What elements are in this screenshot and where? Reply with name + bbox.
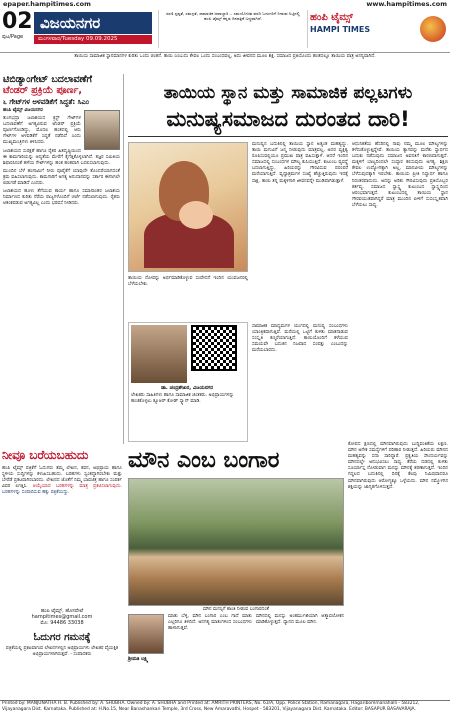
left-headline-line2: ಟೆಂಡರ್ ಪ್ರಕ್ರಿಯೆ ಪೂರ್ಣ, (3, 85, 82, 96)
edition-title: ವಿಜಯನಗರ (34, 12, 152, 34)
qr-code-icon[interactable] (191, 325, 237, 371)
left-headline-line3: ೬ ಗೇಟ್‌ಗಳ ಅಳವಡಿಕೆಗೆ ಸಿದ್ಧತೆ: ಸಿಎಂ (3, 98, 89, 106)
story2-body-text: ಮಾತು ಬೆಳ್ಳಿ, ಮೌನ ಬಂಗಾರ ಎಂಬ ಗಾದೆ ಮಾತು ಎಲ್ಲರಿಗೂ ತಿಳಿದಿದೆ. ಅನಗತ್ಯ ಮಾತುಗಳಿಂದ ಸಂಬಂಧಗಳು ಹಾಳಾಗುತ್ತವೆ. (168, 614, 252, 632)
illustration-baby (179, 201, 213, 229)
main-body-text: ಆಧುನಿಕತೆಯ ಹೆಸರಿನಲ್ಲಿ ನಾವು ನಮ್ಮ ಮೂಲ ಮೌಲ್ಯಗಳನ್ನು ಕಳೆದುಕೊಳ್ಳುತ್ತಿದ್ದೇವೆ. ತಾಯಿಯ ತ್ಯಾಗವನ್ನು ಮರೆತು ಸ್ವಾರ್ಥದ ಬದುಕು ನಡೆಸುವುದು ಸಮಾಜದ ಅವನತಿಗೆ ಕಾರಣವಾಗುತ್ತದೆ. ಮಕ್ಕಳಿಗೆ ಬಾಲ್ಯದಿಂದಲೇ ಸಂಸ್ಕಾರ ಕಲಿಸುವುದು ಅಗತ್ಯ. ಶಿಕ್ಷಣ ಕೇವಲ ಉದ್ಯೋಗಕ್ಕಾಗಿ ಅಲ್ಲ, ಮಾನವೀಯ ಮೌಲ್ಯಗಳನ್ನು ಬೆಳೆಸುವುದಕ್ಕಾಗಿ ಇರಬೇಕು. ತಾಯಿಯ ಪ್ರೀತಿ ನಿಸ್ವಾರ್ಥ ಹಾಗೂ ನಿರಂತರವಾದುದು. ಅದನ್ನು ಅರಿತು ಗೌರವಿಸುವುದು ಪ್ರತಿಯೊಬ್ಬರ ಕರ್ತವ್ಯ. ಸಮಾಜದ ಸ್ವಾಸ್ಥ್ಯ ಕುಟುಂಬದ ಸ್ವಾಸ್ಥ್ಯದಿಂದ ಆರಂಭವಾಗುತ್ತದೆ. ಕುಟುಂಬದಲ್ಲಿ ತಾಯಿಯ ಸ್ಥಾನ ಗೌರವಯುತವಾಗಿದ್ದರೆ ಮಾತ್ರ ಮುಂದಿನ ಪೀಳಿಗೆ ಸುಸಂಸ್ಕೃತವಾಗಿ ಬೆಳೆಯಲು ಸಾಧ್ಯ. (352, 142, 448, 208)
contact-info (2, 608, 122, 630)
left-paragraph: ಮುಂದಿನ ಬೆಳೆ ಹಂಗಾಮಿಗೆ ನೀರು ಪೂರೈಕೆಗೆ ಯಾವುದೇ ತೊಂದರೆಯಾಗದಂತೆ ಕ್ರಮ ವಹಿಸಲಾಗುವುದು. ಕಾಮಗಾರಿಗೆ ಅಗತ್ಯ ಅನುದಾನವನ್ನು ಸರ್ಕಾರ ಈಗಾಗಲೇ ಬಿಡುಗಡೆ ಮಾಡಿದೆ ಎಂದರು. (3, 168, 120, 187)
contact-phone: ಮೊ: 94486 33038 (40, 620, 84, 626)
notice-text: ಪತ್ರಿಕೆಯಲ್ಲಿ ಪ್ರಕಟವಾಗುವ ಲೇಖನಗಳಲ್ಲಿನ ಅಭಿಪ್ರಾಯಗಳು ಲೇಖಕರ ವೈಯಕ್ತಿಕ ಅಭಿಪ್ರಾಯಗಳಾಗಿರುತ್ತವೆ. - ಸಂಪಾದಕರು (5, 646, 119, 658)
notice-title: ಓದುಗರ ಗಮನಕ್ಕೆ (33, 632, 91, 643)
masthead-tagline: ಸರಣಿ ಸ್ಪಷ್ಟತೆ, ಸಮಗ್ರತೆ, ಸಾಮಾಜಿಕ ಜವಾಬ್ದಾರಿ... ಸಮಯೋಚಿತ ವರದಿ ಓದುಗರಿಗೆ ನೀಡುವ ನಿಟ್ಟಿನಲ್ಲಿ ಹಂಪಿ ಟೈಮ್ಸ್ ಕನ್ನಡ ದಿನಪತ್ರಿಕೆ ಬದ್ಧವಾಗಿದೆ. (158, 10, 308, 48)
main-body-text: ಸಾಮಾಜಿಕ ಮಾಧ್ಯಮಗಳ ಯುಗದಲ್ಲಿ ಮನುಷ್ಯ ಸಂಬಂಧಗಳು ಯಾಂತ್ರಿಕವಾಗುತ್ತಿವೆ. ಮನೆಯಲ್ಲಿ ಒಟ್ಟಿಗೆ ಕುಳಿತು ಮಾತನಾಡುವ ಸಂಸ್ಕೃತಿ ಕಣ್ಮರೆಯಾಗುತ್ತಿದೆ. ತಾಯಿಯೊಂದಿಗೆ ಕಳೆಯುವ ಸಮಯವೇ ಬದುಕಿನ ನಿಜವಾದ ಸಂಪತ್ತು ಎಂಬುದನ್ನು ಮರೆಯಬಾರದು. (252, 324, 348, 354)
main-headline-line2: ಮನುಷ್ಯಸಮಾಜದ ದುರಂತದ ದಾರಿ! (166, 107, 410, 131)
website-link[interactable]: www.hampitimes.com (366, 0, 447, 8)
submission-box (2, 466, 122, 606)
epaper-link[interactable]: epaper.hampitimes.com (3, 0, 91, 8)
story2-author-name: ಶ್ರೀಮತಿ ಲಕ್ಷ್ಮಿ (128, 657, 149, 662)
main-body-text: ತಾಯಿಯ ನೋವನ್ನು ಅರ್ಥಮಾಡಿಕೊಳ್ಳುವ ಸಂವೇದನೆ ಇಂದಿನ ಯುವಜನರಲ್ಲಿ ಬೆಳೆಯಬೇಕು. (128, 276, 248, 288)
story2-body-text: ಮೌನದಲ್ಲಿ ಮನಸ್ಸು ಅಂತರ್ಮುಖಿಯಾಗಿ ಆತ್ಮಾವಲೋಕನ ಮಾಡಿಕೊಳ್ಳುತ್ತದೆ. ಧ್ಯಾನದ ಮೂಲ ಮೌನ. (256, 614, 344, 626)
left-paragraph: ತುಂಗಭದ್ರಾ ಜಲಾಶಯದ ಕ್ರಸ್ಟ್ ಗೇಟ್‌ಗಳ ಬದಲಾವಣೆಗೆ ಅಗತ್ಯವಿರುವ ಟೆಂಡರ್ ಪ್ರಕ್ರಿಯೆ ಪೂರ್ಣಗೊಂಡಿದ್ದು, ಮೊದಲ ಹಂತದಲ್ಲಿ ಆರು ಗೇಟ್‌ಗಳ ಅಳವಡಿಕೆಗೆ ಸಿದ್ಧತೆ ನಡೆದಿದೆ ಎಂದು ಮುಖ್ಯಮಂತ್ರಿಗಳು ತಿಳಿಸಿದರು. (3, 116, 81, 146)
story2-author-photo (128, 614, 164, 654)
submission-note-red: ಆಯ್ಕೆಯಾದ ಬರಹಗಳನ್ನು ಮಾತ್ರ ಪ್ರಕಟಿಸಲಾಗುವುದು. (32, 484, 122, 490)
left-paragraph: ಜಲಾಶಯದ ಸುರಕ್ಷತೆ ಹಾಗೂ ರೈತರ ಹಿತದೃಷ್ಟಿಯಿಂದ ಈ ಕಾಮಗಾರಿಯನ್ನು ಆದ್ಯತೆಯ ಮೇರೆಗೆ ಕೈಗೆತ್ತಿಕೊಳ್ಳಲಾಗಿದೆ. ತಜ್ಞರ ಸಮಿತಿಯ ಶಿಫಾರಸಿನಂತೆ ಹಳೆಯ ಗೇಟ್‌ಗಳನ್ನು ಹಂತ ಹಂತವಾಗಿ ಬದಲಿಸಲಾಗುವುದು. (3, 148, 120, 166)
left-headline (3, 74, 120, 108)
main-headline (128, 80, 448, 132)
submission-box-title: ನೀವೂ ಬರೆಯಬಹುದು (2, 448, 89, 462)
lake-photo-caption: ಮೌನ ಮನಸ್ಸಿಗೆ ಶಾಂತಿ ನೀಡುವ ಬಂಗಾರದಂತೆ (202, 607, 270, 612)
author-note: ಲೇಖಕರು ಸಾಹಿತಿಗಳು ಹಾಗೂ ಸಾಮಾಜಿಕ ಚಿಂತಕರು. ಅಭಿಪ್ರಾಯಗಳನ್ನು ಹಂಚಿಕೊಳ್ಳಲು ಕ್ಯೂಆರ್ ಕೋಡ್ ಸ್ಕ್ಯಾನ್ ಮಾಡಿ. (131, 393, 234, 404)
lake-photo (128, 478, 344, 606)
page-number: 02 (2, 9, 33, 34)
brand-english: HAMPI TIMES (310, 25, 371, 34)
main-headline-line1: ತಾಯಿಯ ಸ್ಥಾನ ಮತ್ತು ಸಾಮಾಜಿಕ ಪಲ್ಲಟಗಳು (163, 83, 413, 103)
brand (310, 12, 420, 48)
main-body-text: ಮನುಷ್ಯನ ಬದುಕಿನಲ್ಲಿ ತಾಯಿಯ ಸ್ಥಾನ ಅತ್ಯಂತ ಮಹತ್ವದ್ದು. ತಾಯಿ ಮಗುವಿಗೆ ಜನ್ಮ ನೀಡುವುದು ಮಾತ್ರವಲ್ಲ, ಅದರ ವ್ಯಕ್ತಿತ್ವ ರೂಪಿಸುವಲ್ಲಿಯೂ ಪ್ರಮುಖ ಪಾತ್ರ ವಹಿಸುತ್ತಾಳೆ. ಆದರೆ ಇಂದಿನ ಸಮಾಜದಲ್ಲಿ ಸಂಬಂಧಗಳ ಮೌಲ್ಯ ಕುಸಿಯುತ್ತಿದೆ. ಕುಟುಂಬ ವ್ಯವಸ್ಥೆ ಬದಲಾಗುತ್ತಿದ್ದು, ಹಿರಿಯರನ್ನು ಗೌರವಿಸುವ ಪರಂಪರೆ ಮರೆಯಾಗುತ್ತಿದೆ. ವೃದ್ಧಾಶ್ರಮಗಳ ಸಂಖ್ಯೆ ಹೆಚ್ಚುತ್ತಿರುವುದು ಇದಕ್ಕೆ ಸಾಕ್ಷಿ. ತಾಯಿ ತನ್ನ ಮಕ್ಕಳಿಗಾಗಿ ಜೀವನವನ್ನೇ ಮುಡಿಪಾಗಿಡುತ್ತಾಳೆ. (252, 142, 348, 184)
contact-email[interactable]: hampitimes@gmail.com (31, 614, 93, 620)
contact-address: ಹಂಪಿ ಟೈಮ್ಸ್, ಹೊಸಪೇಟೆ (40, 608, 84, 614)
left-paragraph: ಜಲಾಶಯದ ಹೂಳು ತೆಗೆಯುವ ಕಾರ್ಯ ಹಾಗೂ ಸಮಾನಾಂತರ ಜಲಾಶಯ ನಿರ್ಮಾಣದ ಕುರಿತು ನೆರೆಯ ರಾಜ್ಯಗಳೊಂದಿಗೆ ಚರ್ಚೆ ನಡೆಸಲಾಗುವುದು. ರೈತರು ಆತಂಕಪಡುವ ಅಗತ್ಯವಿಲ್ಲ ಎಂದು ಭರವಸೆ ನೀಡಿದರು. (3, 189, 120, 207)
intro-strip: ತಾಯಿಯ ಸಾಮಾಜಿಕ ಸ್ಥಾನಮಾನಗಳ ಕುರಿತು ಒಂದು ಚಿಂತನೆ. ತಾಯಿ ಎಂಬುದು ಕೇವಲ ಒಂದು ಸಂಬಂಧವಲ್ಲ, ಅದು ಜೀವನದ ಮೂಲ ಶಕ್ತಿ. ಸಮಾಜದ ಪ್ರತಿಯೊಂದು ಹಂತದಲ್ಲೂ ತಾಯಿಯ ಪಾತ್ರ ಅನನ್ಯವಾಗಿದೆ. (0, 52, 450, 72)
author-photo (131, 325, 187, 383)
brand-kannada: ಹಂಪಿ ಟೈಮ್ಸ್ (310, 12, 353, 23)
imprint-footer: Printed by: MANJUNATHA H. B. Published by: A. SHUBHA. Owned by: A. SHUBHA and Printed at: AMRITH PRINTERS, No. 63/A, Opp. Police Station, Ramanagara, Hagaribommanahalli - 583212, Vijayanagara Dist. Karnataka. Published at: H.No.15, Near Banashankari Temple, 3rd Cross, New Amaravathi, Hospet - 583201, Vijayanagara Dist. Karnataka. Editor: BASAPUR BASAVARAJA. (0, 700, 450, 713)
masthead (0, 10, 450, 52)
author-name: ಡಾ. ಚಂದ್ರಶೇಖರ, ವಿಜಯನಗರ (160, 385, 214, 391)
mother-child-illustration (128, 142, 248, 272)
story2-body-text: ಕೋಪದ ಕ್ಷಣದಲ್ಲಿ ಮೌನವಾಗಿರುವುದು ಬುದ್ಧಿವಂತಿಕೆಯ ಲಕ್ಷಣ. ಮೌನ ಅನೇಕ ಸಮಸ್ಯೆಗಳಿಗೆ ಪರಿಹಾರ ನೀಡುತ್ತದೆ. ಹಿರಿಯರು ಮೌನದ ಮಹತ್ವವನ್ನು ಸದಾ ಸಾರಿದ್ದಾರೆ. ಪ್ರಕೃತಿಯ ಸೌಂದರ್ಯವನ್ನು ಮೌನದಲ್ಲೇ ಅನುಭವಿಸಲು ಸಾಧ್ಯ. ಕೆರೆಯ ದಡದಲ್ಲಿ ಕುಳಿತು ಸೂರ್ಯಾಸ್ತ ನೋಡುವಾಗ ಮನಸ್ಸು ಮೌನಕ್ಕೆ ಶರಣಾಗುತ್ತದೆ. ಇಂದಿನ ಗದ್ದಲದ ಬದುಕಿನಲ್ಲಿ ದಿನಕ್ಕೆ ಕೆಲವು ನಿಮಿಷವಾದರೂ ಮೌನವಾಗಿರುವುದು ಆರೋಗ್ಯಕ್ಕೂ ಒಳ್ಳೆಯದು. ಮೌನ ನಮ್ಮೊಳಗಿನ ಶಕ್ತಿಯನ್ನು ಜಾಗೃತಗೊಳಿಸುತ್ತದೆ. (348, 442, 448, 490)
left-dateline: ಹಂಪಿ ಟೈಮ್ಸ್ ವಿಜಯನಗರ (3, 108, 43, 113)
brand-logo-icon (420, 16, 446, 42)
submission-note-blue: ಬರಹಗಳನ್ನು ಸಂಪಾದಿಸುವ ಹಕ್ಕು ಪತ್ರಿಕೆಯದ್ದು. (2, 490, 70, 496)
left-headline-line1: ಟಿಬಿಡ್ಯಾಂಗೇಟ್ ಬದಲಾವಣೆಗೆ (3, 74, 92, 85)
issue-date: ಮಂಗಳವಾರ/Tuesday 09.09.2025 (34, 35, 152, 44)
left-column-story (0, 74, 124, 444)
author-box (128, 322, 248, 442)
story2-headline: ಮೌನ ಎಂಬ ಬಂಗಾರ (128, 448, 280, 473)
page-label: ಪುಟ/Page (2, 34, 24, 40)
submission-text: ಹಂಪಿ ಟೈಮ್ಸ್ ಪತ್ರಿಕೆಗೆ ಓದುಗರು ತಮ್ಮ ಲೇಖನ, ಕವನ, ಅಭಿಪ್ರಾಯ ಹಾಗೂ ಸ್ಥಳೀಯ ಸುದ್ದಿಗಳನ್ನು ಕಳುಹಿಸಬಹುದು. ಬರಹಗಳು ಸ್ವಂತದ್ದಾಗಿರಬೇಕು ಮತ್ತು ಬೇರೆಡೆ ಪ್ರಕಟವಾಗಿರಬಾರದು. ಲೇಖನದ ಜೊತೆಗೆ ನಿಮ್ಮ ಭಾವಚಿತ್ರ ಹಾಗೂ ಸಂಪರ್ಕ ವಿವರ ಲಗತ್ತಿಸಿ. (2, 466, 122, 490)
headline-divider (128, 136, 448, 137)
chief-minister-photo (84, 110, 120, 150)
